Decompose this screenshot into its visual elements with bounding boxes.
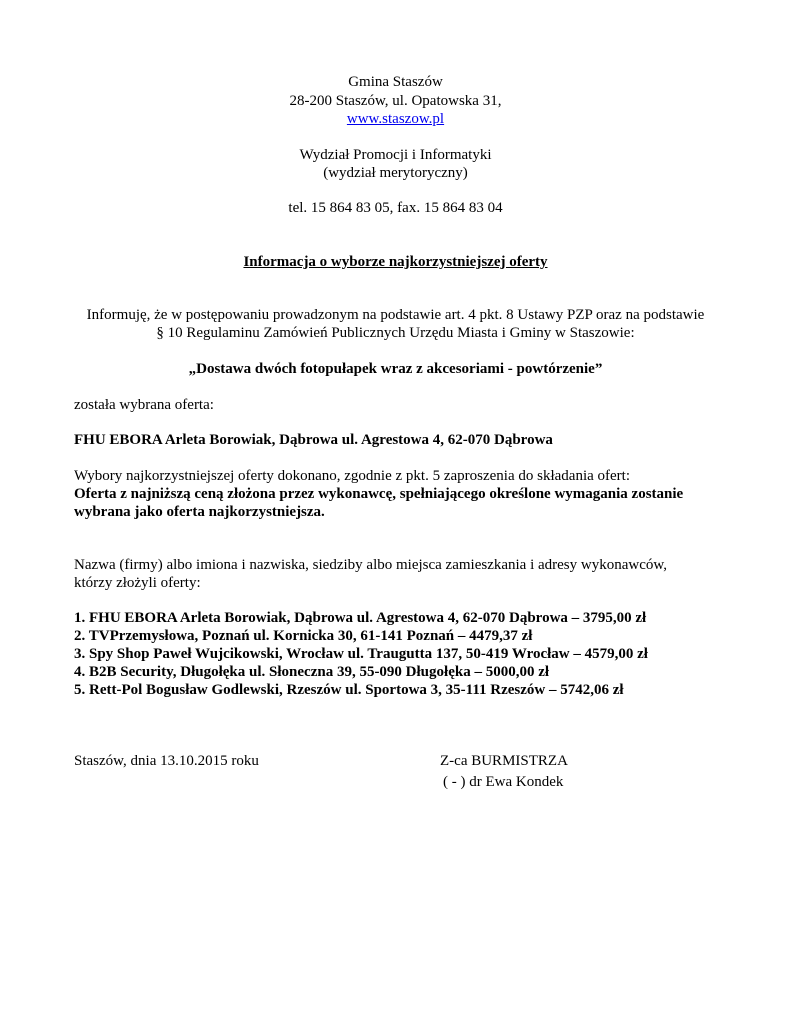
bidder-item: 2. TVPrzemysłowa, Poznań ul. Kornicka 30, 61-141 Poznań – 4479,37 zł [74,628,533,644]
bidder-item: 3. Spy Shop Paweł Wujcikowski, Wrocław ul. Traugutta 137, 50-419 Wrocław – 4579,00 zł [74,646,648,662]
criteria-line-1: Wybory najkorzystniejszej oferty dokonano, zgodnie z pkt. 5 zaproszenia do składania ofert: [74,468,630,484]
institution-name: Gmina Staszów [348,74,443,90]
department-note: (wydział merytoryczny) [323,165,468,181]
bidders-intro-line-1: Nazwa (firmy) albo imiona i nazwiska, siedziby albo miejsca zamieszkania i adresy wykonawców, [74,557,667,573]
bidder-item: 1. FHU EBORA Arleta Borowiak, Dąbrowa ul. Agrestowa 4, 62-070 Dąbrowa – 3795,00 zł [74,610,647,626]
institution-address: 28-200 Staszów, ul. Opatowska 31, [289,93,502,109]
place-date: Staszów, dnia 13.10.2015 roku [74,753,259,769]
contact-line: tel. 15 864 83 05, fax. 15 864 83 04 [288,200,503,216]
bidder-item: 4. B2B Security, Długołęka ul. Słoneczna 39, 55-090 Długołęka – 5000,00 zł [74,664,550,680]
signatory-name: ( - ) dr Ewa Kondek [443,774,564,790]
department-name: Wydział Promocji i Informatyki [299,147,492,163]
document-title-line [0,253,791,271]
criteria-bold-line-2: wybrana jako oferta najkorzystniejsza. [74,504,325,520]
bidders-intro-line-2: którzy złożyli oferty: [74,575,201,591]
signatory-title: Z-ca BURMISTRZA [440,753,568,769]
selected-offer: FHU EBORA Arleta Borowiak, Dąbrowa ul. Agrestowa 4, 62-070 Dąbrowa [74,432,553,448]
intro-line-2: § 10 Regulaminu Zamówień Publicznych Urzędu Miasta i Gminy w Staszowie: [156,325,635,341]
contract-name: „Dostawa dwóch fotopułapek wraz z akcesoriami - powtórzenie” [188,361,603,377]
intro-line-1: Informuję, że w postępowaniu prowadzonym na podstawie art. 4 pkt. 8 Ustawy PZP oraz na podstawie [86,307,705,323]
website-line [0,110,791,128]
document-title: Informacja o wyborze najkorzystniejszej oferty [243,254,548,270]
bidder-item: 5. Rett-Pol Bogusław Godlewski, Rzeszów ul. Sportowa 3, 35-111 Rzeszów – 5742,06 zł [74,682,624,698]
selected-label: została wybrana oferta: [74,397,214,413]
criteria-bold-line-1: Oferta z najniższą ceną złożona przez wykonawcę, spełniającego określone wymagania zostanie [74,486,684,502]
website-link[interactable]: www.staszow.pl [346,111,445,127]
